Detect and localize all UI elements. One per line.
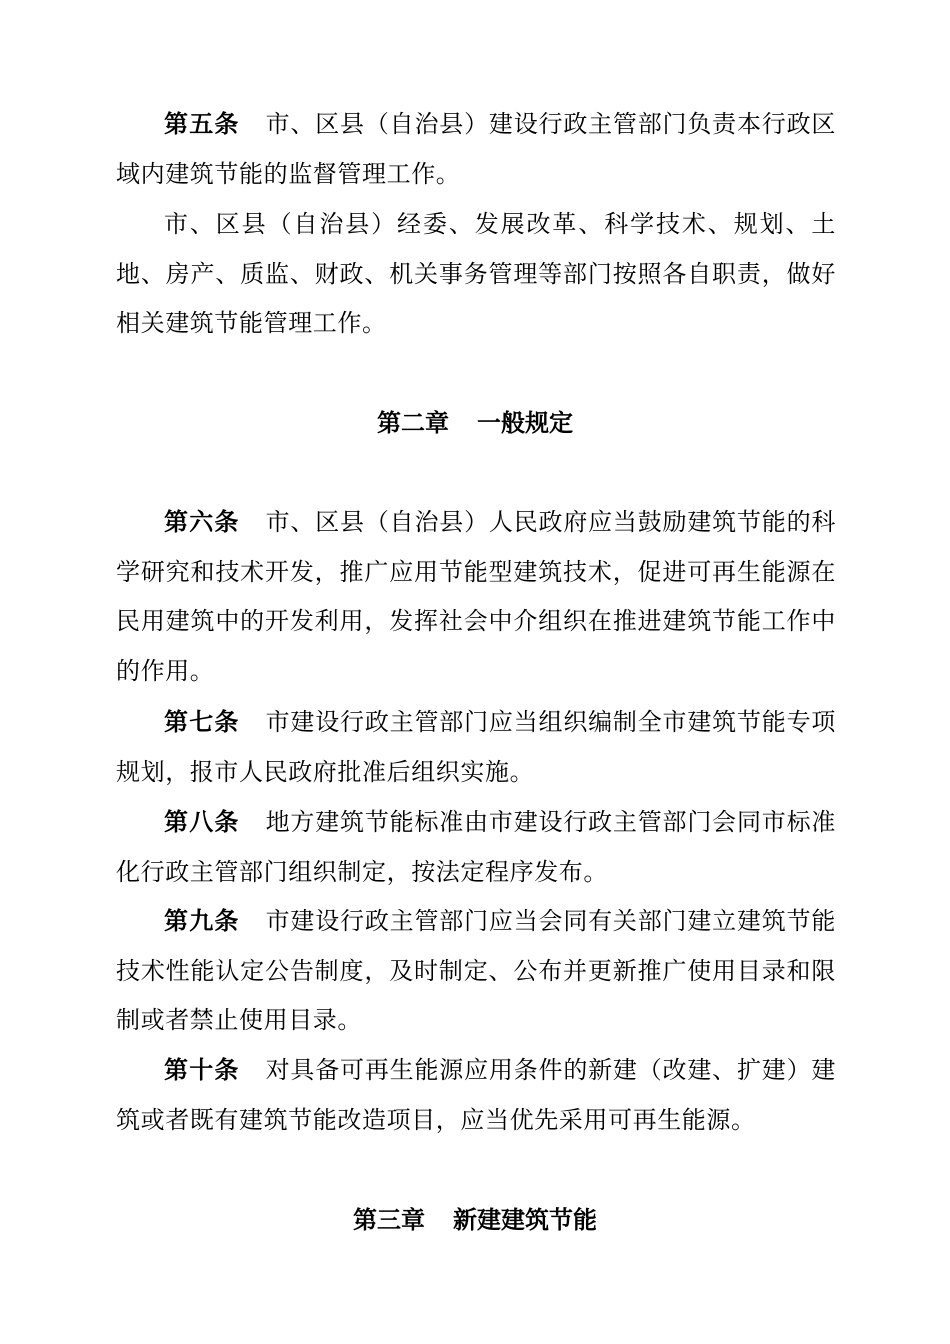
chapter-3-number: 第三章 [353,1206,425,1234]
article-8 [116,798,836,897]
article-9 [116,897,836,1046]
chapter-2-heading [0,403,950,443]
chapter-2-number: 第二章 [377,409,449,437]
article-5-paragraph-2 [116,200,836,349]
article-10-label: 第十条 [164,1056,240,1084]
article-5-paragraph-2-text: 市、区县（自治县）经委、发展改革、科学技术、规划、土地、房产、质监、财政、机关事务管理等部门按照各自职责，做好相关建筑节能管理工作。 [116,210,836,337]
article-9-text: 市建设行政主管部门应当会同有关部门建立建筑节能技术性能认定公告制度，及时制定、公布并更新推广使用目录和限制或者禁止使用目录。 [116,907,836,1034]
article-7 [116,698,836,797]
article-6 [116,498,836,696]
article-10 [116,1046,836,1145]
chapter-2-title: 一般规定 [477,409,573,437]
chapter-3-heading [0,1200,950,1240]
article-8-label: 第八条 [164,808,240,836]
article-6-label: 第六条 [164,508,240,536]
article-5-text: 市、区县（自治县）建设行政主管部门负责本行政区域内建筑节能的监督管理工作。 [116,110,836,188]
chapter-3-title: 新建建筑节能 [453,1206,597,1234]
article-8-text: 地方建筑节能标准由市建设行政主管部门会同市标准化行政主管部门组织制定，按法定程序发布。 [116,808,836,886]
article-10-text: 对具备可再生能源应用条件的新建（改建、扩建）建筑或者既有建筑节能改造项目，应当优先采用可再生能源。 [116,1056,836,1134]
article-5 [116,100,836,199]
article-6-text: 市、区县（自治县）人民政府应当鼓励建筑节能的科学研究和技术开发，推广应用节能型建筑技术，促进可再生能源在民用建筑中的开发利用，发挥社会中介组织在推进建筑节能工作中的作用。 [116,508,836,685]
article-7-text: 市建设行政主管部门应当组织编制全市建筑节能专项规划，报市人民政府批准后组织实施。 [116,708,836,786]
article-9-label: 第九条 [164,907,240,935]
article-5-label: 第五条 [164,110,240,138]
article-7-label: 第七条 [164,708,240,736]
